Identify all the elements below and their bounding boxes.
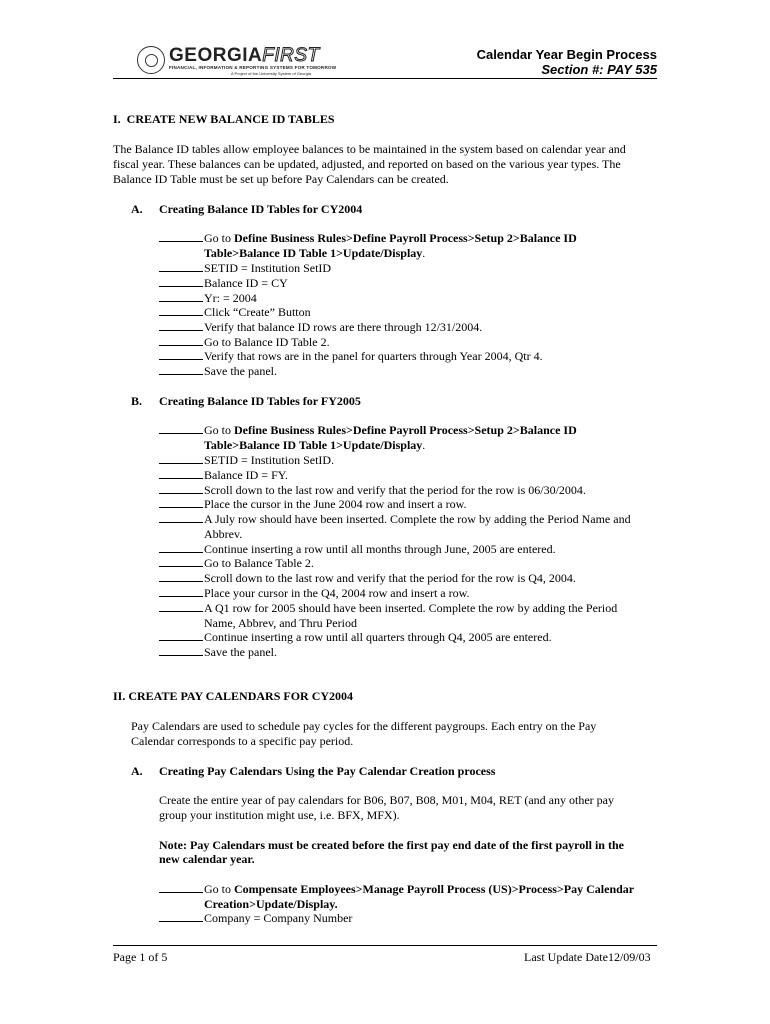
checklist-item: Go to Define Business Rules>Define Payroll Process>Setup 2>Balance ID (159, 231, 577, 245)
section-1-intro-line: fiscal year. These balances can be updated, adjusted, and reported on based on the various year types. The (113, 157, 621, 171)
checkbox-blank[interactable] (159, 883, 203, 893)
checkbox-blank[interactable] (159, 631, 203, 641)
section-2-intro-line: Pay Calendars are used to schedule pay cycles for the different paygroups. Each entry on the Pay (131, 719, 597, 733)
checkbox-blank[interactable] (159, 277, 203, 287)
checklist-item-cont: Creation>Update/Display. (204, 897, 338, 911)
checklist-item: Save the panel. (159, 364, 277, 378)
checkbox-blank[interactable] (159, 513, 203, 523)
checkbox-blank[interactable] (159, 543, 203, 553)
checklist-item: Balance ID = FY. (159, 468, 288, 482)
checklist-item-cont: Table>Balance ID Table 1>Update/Display. (204, 438, 426, 452)
checkbox-blank[interactable] (159, 587, 203, 597)
checkbox-blank[interactable] (159, 262, 203, 272)
note-line: new calendar year. (159, 852, 255, 866)
section-1-intro-line: The Balance ID tables allow employee balances to be maintained in the system based on calendar year and (113, 142, 626, 156)
subsection-letter: A. (131, 764, 143, 778)
checklist-item-cont: Table>Balance ID Table 1>Update/Display. (204, 246, 426, 260)
checklist-item: Save the panel. (159, 645, 277, 659)
checklist-item: Verify that balance ID rows are there through 12/31/2004. (159, 320, 482, 334)
checkbox-blank[interactable] (159, 306, 203, 316)
checklist-item: Go to Balance ID Table 2. (159, 335, 330, 349)
paragraph-line: Create the entire year of pay calendars for B06, B07, B08, M01, M04, RET (and any other pay (159, 793, 614, 807)
checkbox-blank[interactable] (159, 424, 203, 434)
checklist-item: SETID = Institution SetID. (159, 453, 334, 467)
page-number: Page 1 of 5 (113, 950, 168, 964)
page-header (113, 44, 657, 79)
seal-icon (137, 46, 165, 74)
checkbox-blank[interactable] (159, 336, 203, 346)
checklist-item: Continue inserting a row until all quarters through Q4, 2005 are entered. (159, 630, 552, 644)
checkbox-blank[interactable] (159, 646, 203, 656)
checklist-item: A July row should have been inserted. Complete the row by adding the Period Name and (159, 512, 631, 526)
checkbox-blank[interactable] (159, 602, 203, 612)
checkbox-blank[interactable] (159, 484, 203, 494)
checkbox-blank[interactable] (159, 321, 203, 331)
checklist-item: Balance ID = CY (159, 276, 288, 290)
checklist-item: SETID = Institution SetID (159, 261, 331, 275)
subsection-b-title: Creating Balance ID Tables for FY2005 (159, 394, 361, 408)
paragraph-line: group your institution might use, i.e. BFX, MFX). (159, 808, 400, 822)
subsection-a-title: Creating Pay Calendars Using the Pay Calendar Creation process (159, 764, 496, 778)
checklist-item: Place your cursor in the Q4, 2004 row and insert a row. (159, 586, 470, 600)
checkbox-blank[interactable] (159, 292, 203, 302)
checklist-item: Go to Define Business Rules>Define Payroll Process>Setup 2>Balance ID (159, 423, 577, 437)
checkbox-blank[interactable] (159, 454, 203, 464)
checklist-item: Continue inserting a row until all months through June, 2005 are entered. (159, 542, 556, 556)
checklist-item-cont: Name, Abbrev, and Thru Period (204, 616, 357, 630)
section-2-intro-line: Calendar corresponds to a specific pay period. (131, 734, 354, 748)
checkbox-blank[interactable] (159, 232, 203, 242)
footer-divider (113, 945, 657, 946)
checkbox-blank[interactable] (159, 572, 203, 582)
subsection-a-title: Creating Balance ID Tables for CY2004 (159, 202, 363, 216)
checklist-item: Go to Compensate Employees>Manage Payroll Process (US)>Process>Pay Calendar (159, 882, 634, 896)
checklist-item: Go to Balance Table 2. (159, 556, 314, 570)
checklist-item: Scroll down to the last row and verify that the period for the row is Q4, 2004. (159, 571, 576, 585)
checklist-item: Place the cursor in the June 2004 row and insert a row. (159, 497, 466, 511)
subsection-letter: B. (131, 394, 143, 408)
checklist-item: Company = Company Number (159, 911, 352, 925)
checklist-item-cont: Abbrev. (204, 527, 243, 541)
checkbox-blank[interactable] (159, 498, 203, 508)
checklist-item: A Q1 row for 2005 should have been inserted. Complete the row by adding the Period (159, 601, 617, 615)
section-1-heading: I. CREATE NEW BALANCE ID TABLES (113, 112, 335, 126)
checkbox-blank[interactable] (159, 557, 203, 567)
checkbox-blank[interactable] (159, 365, 203, 375)
checklist-item: Yr: = 2004 (159, 291, 257, 305)
checkbox-blank[interactable] (159, 469, 203, 479)
checklist-item: Verify that rows are in the panel for quarters through Year 2004, Qtr 4. (159, 349, 543, 363)
section-number: Section #: PAY 535 (541, 62, 657, 77)
checkbox-blank[interactable] (159, 912, 203, 922)
georgia-first-logo: GEORGIAFIRST FINANCIAL, INFORMATION & REPORTING SYSTEMS FOR TOMORROW A Project of the University System of Georgia (137, 46, 347, 76)
subsection-letter: A. (131, 202, 143, 216)
checklist-item: Click “Create” Button (159, 305, 311, 319)
section-2-heading: II. CREATE PAY CALENDARS FOR CY2004 (113, 689, 354, 703)
last-update-date: Last Update Date12/09/03 (524, 950, 651, 964)
document-title: Calendar Year Begin Process (476, 47, 657, 62)
checkbox-blank[interactable] (159, 350, 203, 360)
checklist-item: Scroll down to the last row and verify that the period for the row is 06/30/2004. (159, 483, 586, 497)
note-line: Note: Pay Calendars must be created before the first pay end date of the first payroll in the (159, 838, 624, 852)
section-1-intro-line: Balance ID Table must be set up before Pay Calendars can be created. (113, 172, 449, 186)
